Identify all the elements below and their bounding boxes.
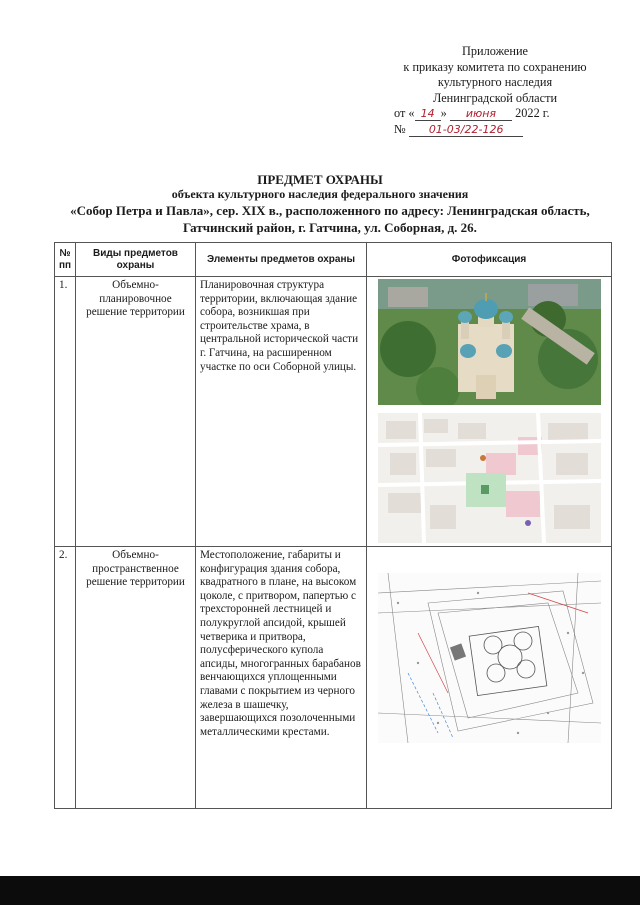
appendix-line-2: к приказу комитета по сохранению [403, 59, 587, 74]
date-day: 14 [415, 107, 441, 121]
city-map-location [378, 413, 601, 543]
row-elements: Местоположение, габариты и конфигурация здания собора, квадратного в плане, на высоком цоколе, с притвором, папертью с трехсторонней лестницей и полукруглой апсидой, крышей четверика и притвора, полусферического купола апсиды, многогранных барабанов венчающихся уплощенными главами с покрытием из черного железа в шашечку, завершающихся позолоченными металлическими крестами. [196, 547, 367, 809]
row-photos [367, 277, 612, 547]
protection-subject-table [54, 242, 612, 809]
row-type: Объемно-пространственное решение территории [76, 547, 196, 809]
date-month: июня [450, 107, 512, 121]
table-row [55, 277, 612, 547]
header-type: Виды предметов охраны [76, 243, 196, 277]
table-header-row [55, 243, 612, 277]
appendix-line-3: культурного наследия [437, 75, 553, 89]
date-mid: » [440, 106, 447, 120]
appendix-line-1: Приложение [462, 44, 528, 58]
header-elements: Элементы предметов охраны [196, 243, 367, 277]
header-photo: Фотофиксация [367, 243, 612, 277]
order-date [380, 106, 610, 122]
row-number: 2. [55, 547, 76, 809]
scan-bottom-border [0, 876, 640, 905]
date-year: 2022 г. [515, 106, 550, 120]
header-number: № пп [55, 243, 76, 277]
site-plan-drawing [378, 573, 601, 743]
date-prefix: от « [394, 106, 415, 120]
document-subtitle: объекта культурного наследия федерального значения [171, 187, 469, 201]
appendix-block [380, 44, 610, 137]
heritage-object-name: «Собор Петра и Павла», сер. XIX в., расположенного по адресу: Ленинградская область, Гатчинский район, г. Гатчина, ул. Соборная, д. 26. [70, 203, 590, 235]
order-number [380, 122, 610, 138]
table-row [55, 547, 612, 809]
number-prefix: № [394, 121, 406, 136]
row-type: Объемно-планировочное решение территории [76, 277, 196, 547]
number-value: 01-03/22-126 [409, 123, 524, 137]
document-title: ПРЕДМЕТ ОХРАНЫ [257, 172, 383, 187]
appendix-line-4: Ленинградской области [432, 90, 558, 105]
row-elements: Планировочная структура территории, включающая здание собора, возникшая при строительстве храма, в центральной исторической части г. Гатчина, на расширенном участке по оси Соборной улицы. [196, 277, 367, 547]
aerial-photo-cathedral [378, 279, 601, 405]
row-photos [367, 547, 612, 809]
row-number: 1. [55, 277, 76, 547]
